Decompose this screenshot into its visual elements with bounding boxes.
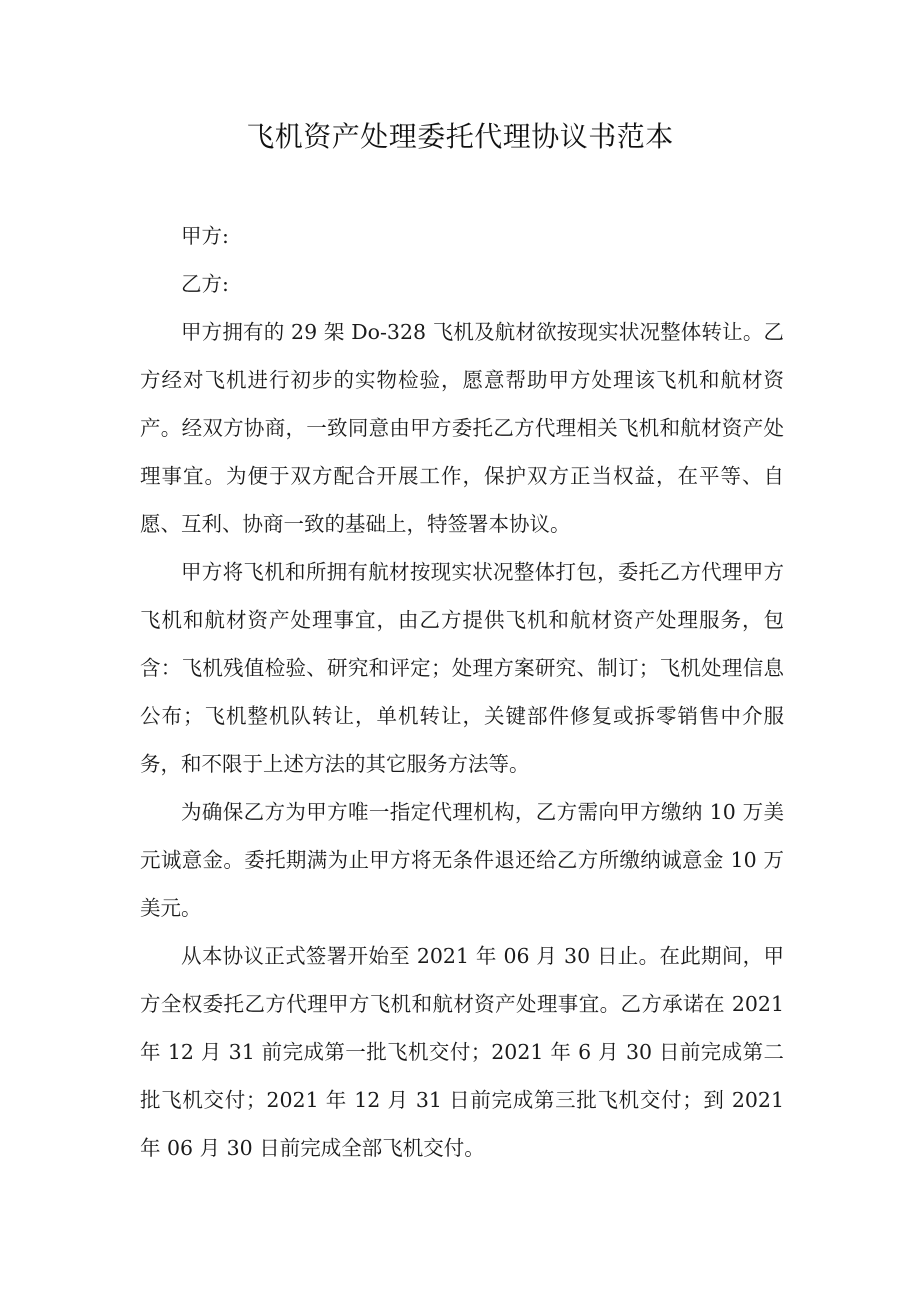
document-body: [140, 212, 784, 1172]
paragraph-deposit: 为确保乙方为甲方唯一指定代理机构，乙方需向甲方缴纳 10 万美元诚意金。委托期满为止甲方将无条件退还给乙方所缴纳诚意金 10 万美元。: [140, 800, 784, 920]
party-b-line: 乙方:: [181, 272, 229, 296]
party-a-line: 甲方:: [181, 224, 229, 248]
document-title: 飞机资产处理委托代理协议书范本: [246, 120, 674, 153]
paragraph-term-schedule: 从本协议正式签署开始至 2021 年 06 月 30 日止。在此期间，甲方全权委托乙方代理甲方飞机和航材资产处理事宜。乙方承诺在 2021 年 12 月 31 前完成第一批飞机交付；2021 年 6 月 30 日前完成第二批飞机交付；2021 年 12 月 31 日前完成第三批飞机交付；到 2021 年 06 月 30 日前完成全部飞机交付。: [140, 944, 784, 1160]
paragraph-service-scope: 甲方将飞机和所拥有航材按现实状况整体打包，委托乙方代理甲方飞机和航材资产处理事宜，由乙方提供飞机和航材资产处理服务，包含：飞机残值检验、研究和评定；处理方案研究、制订；飞机处理信息公布；飞机整机队转让，单机转让，关键部件修复或拆零销售中介服务，和不限于上述方法的其它服务方法等。: [140, 560, 784, 776]
paragraph-transfer-intent: 甲方拥有的 29 架 Do-328 飞机及航材欲按现实状况整体转让。乙方经对飞机进行初步的实物检验，愿意帮助甲方处理该飞机和航材资产。经双方协商，一致同意由甲方委托乙方代理相关飞机和航材资产处理事宜。为便于双方配合开展工作，保护双方正当权益，在平等、自愿、互利、协商一致的基础上，特签署本协议。: [140, 320, 784, 536]
